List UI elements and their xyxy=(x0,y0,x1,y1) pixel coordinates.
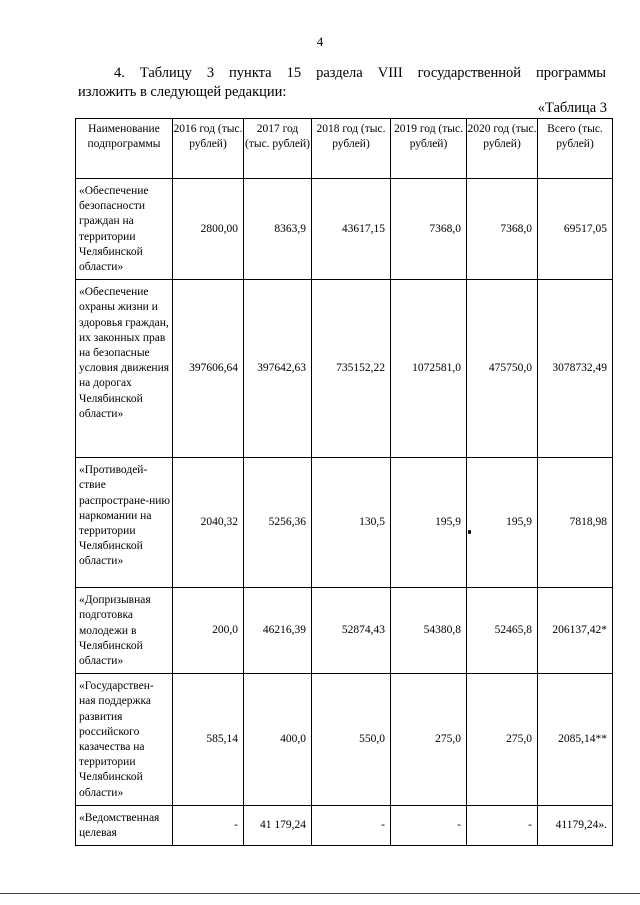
cell-total: 7818,98 xyxy=(538,458,613,588)
cell-2020: 195,9 xyxy=(467,458,538,588)
table-row xyxy=(76,179,613,280)
header-total: Всего (тыс. рублей) xyxy=(538,119,613,179)
cell-2020: 475750,0 xyxy=(467,280,538,458)
cell-2020: 7368,0 xyxy=(467,179,538,280)
cell-2019: - xyxy=(391,805,467,845)
cell-2018: 735152,22 xyxy=(312,280,391,458)
cell-2018: 52874,43 xyxy=(312,588,391,674)
cell-2019: 54380,8 xyxy=(391,588,467,674)
cell-2016: - xyxy=(173,805,244,845)
cell-2019: 7368,0 xyxy=(391,179,467,280)
cell-2020: - xyxy=(467,805,538,845)
cell-2020: 52465,8 xyxy=(467,588,538,674)
header-2016: 2016 год (тыс. рублей) xyxy=(173,119,244,179)
cell-2018: 130,5 xyxy=(312,458,391,588)
cell-2019: 1072581,0 xyxy=(391,280,467,458)
cell-2020: 275,0 xyxy=(467,674,538,806)
cell-2018: - xyxy=(312,805,391,845)
header-2020: 2020 год (тыс. рублей) xyxy=(467,119,538,179)
row-name: «Обеспечение охраны жизни и здоровья граждан, их законных прав на безопасные условия движения на дорогах Челябинской области» xyxy=(76,280,173,458)
cell-total: 41179,24». xyxy=(538,805,613,845)
intro-line-1 xyxy=(78,64,606,83)
row-name: «Противодей-ствие распростране-нию наркомании на территории Челябинской области» xyxy=(76,458,173,588)
cell-2016: 2040,32 xyxy=(173,458,244,588)
intro-line-2: изложить в следующей редакции: xyxy=(78,84,287,100)
intro-word: государственной xyxy=(417,65,522,81)
row-name: «Допризывная подготовка молодежи в Челябинской области» xyxy=(76,588,173,674)
cell-2016: 200,0 xyxy=(173,588,244,674)
cell-total: 2085,14** xyxy=(538,674,613,806)
intro-word: пункта xyxy=(229,65,272,81)
funding-table xyxy=(75,118,613,846)
cell-2017: 5256,36 xyxy=(244,458,312,588)
intro-word: 15 xyxy=(286,65,302,81)
row-name: «Обеспечение безопасности граждан на территории Челябинской области» xyxy=(76,179,173,280)
intro-word: 3 xyxy=(206,65,215,81)
cell-total: 69517,05 xyxy=(538,179,613,280)
cell-2018: 43617,15 xyxy=(312,179,391,280)
intro-word: Таблицу xyxy=(139,65,192,81)
cell-total: 3078732,49 xyxy=(538,280,613,458)
table-row xyxy=(76,280,613,458)
cell-2017: 46216,39 xyxy=(244,588,312,674)
table-row xyxy=(76,805,613,845)
header-2019: 2019 год (тыс. рублей) xyxy=(391,119,467,179)
intro-word: программы xyxy=(536,65,606,81)
cell-2016: 585,14 xyxy=(173,674,244,806)
table-row xyxy=(76,588,613,674)
table-caption: «Таблица 3 xyxy=(537,100,607,116)
cell-2017: 397642,63 xyxy=(244,280,312,458)
cell-2017: 8363,9 xyxy=(244,179,312,280)
header-2017: 2017 год (тыс. рублей) xyxy=(244,119,312,179)
cell-total: 206137,42* xyxy=(538,588,613,674)
table-header-row xyxy=(76,119,613,179)
row-name: «Государствен-ная поддержка развития российского казачества на территории Челябинской области» xyxy=(76,674,173,806)
intro-word: 4. xyxy=(114,65,125,81)
cell-2019: 195,9 xyxy=(391,458,467,588)
scan-mark xyxy=(468,530,471,534)
page-number: 4 xyxy=(316,34,324,49)
intro-word: VIII xyxy=(377,65,403,81)
table-row xyxy=(76,458,613,588)
page-bottom-rule xyxy=(0,893,640,894)
cell-2017: 400,0 xyxy=(244,674,312,806)
header-name: Наименование подпрограммы xyxy=(76,119,173,179)
table-row xyxy=(76,674,613,806)
cell-2017: 41 179,24 xyxy=(244,805,312,845)
row-name: «Ведомственная целевая xyxy=(76,805,173,845)
cell-2018: 550,0 xyxy=(312,674,391,806)
intro-word: раздела xyxy=(316,65,363,81)
intro-paragraph xyxy=(78,64,606,102)
header-2018: 2018 год (тыс. рублей) xyxy=(312,119,391,179)
cell-2016: 2800,00 xyxy=(173,179,244,280)
cell-2016: 397606,64 xyxy=(173,280,244,458)
cell-2019: 275,0 xyxy=(391,674,467,806)
